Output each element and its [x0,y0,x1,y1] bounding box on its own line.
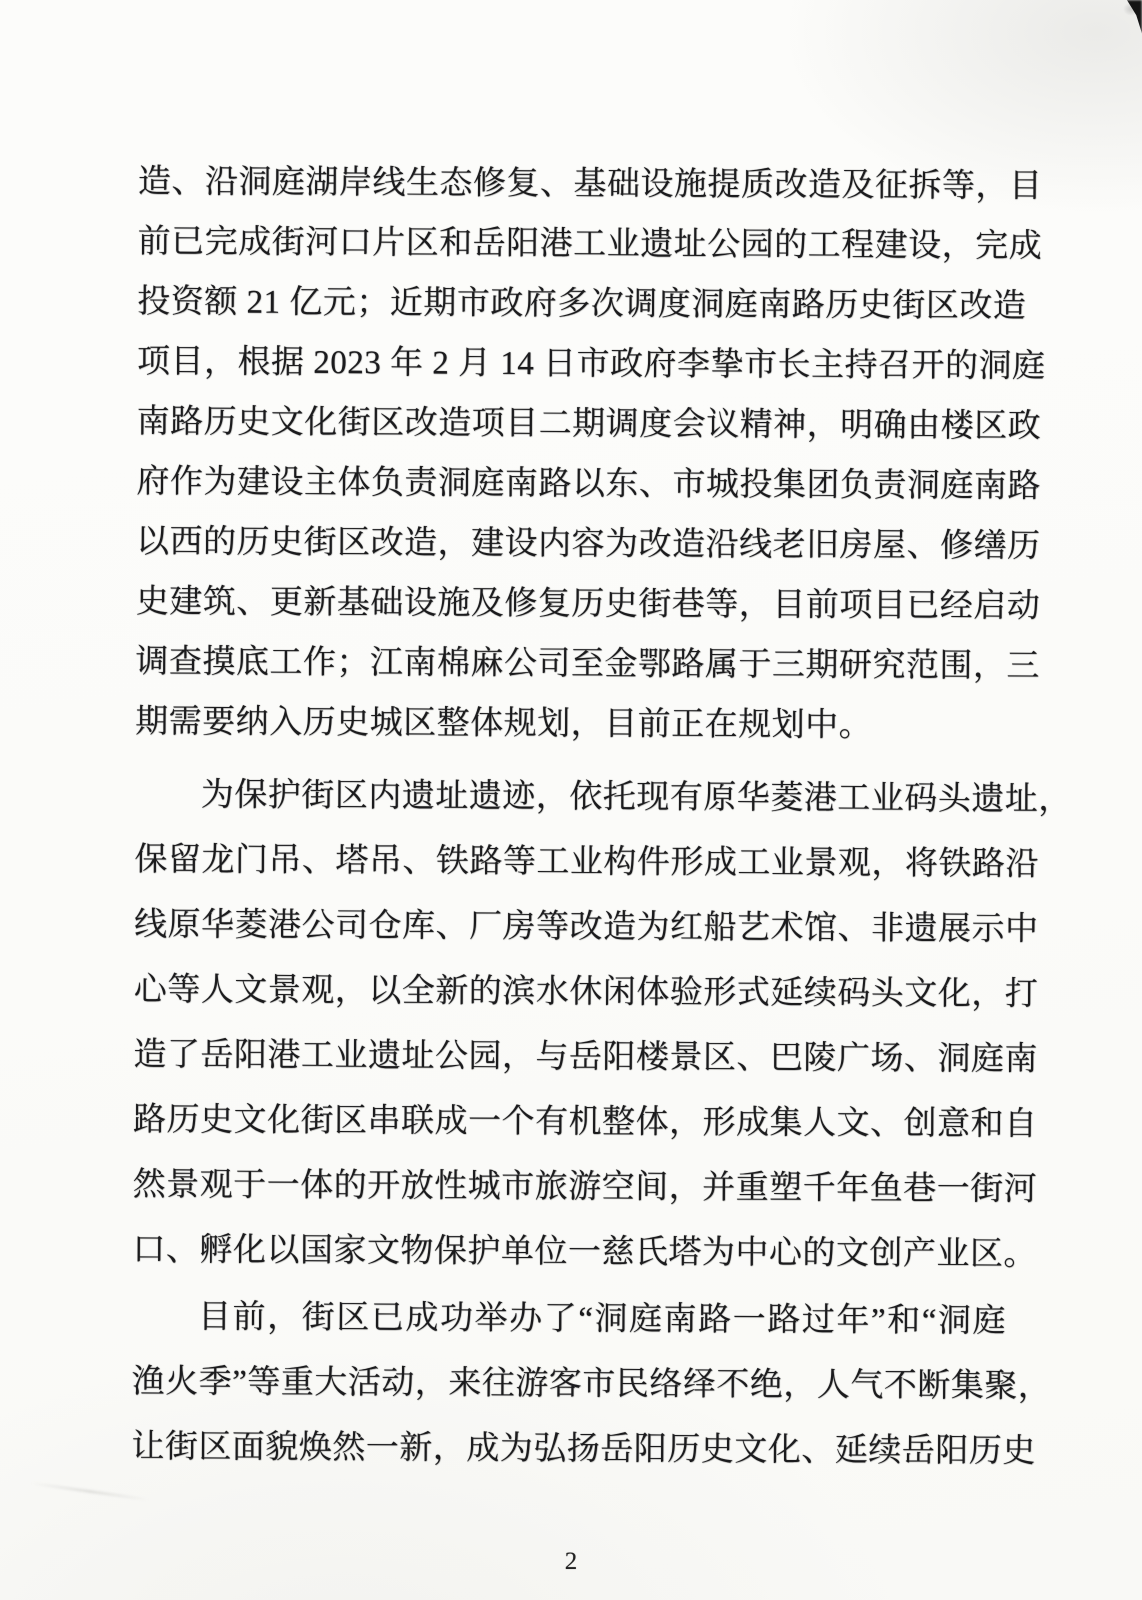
text-line: 前已完成街河口片区和岳阳港工业遗址公园的工程建设，完成 [137,223,1043,265]
text-line: 以西的历史街区改造，建设内容为改造沿线老旧房屋、修缮历 [136,523,1041,565]
text-line: 线原华菱港公司仓库、厂房等改造为红船艺术馆、非遗展示中 [134,906,1039,948]
text-line: 投资额 21 亿元；近期市政府多次调度洞庭南路历史街区改造 [137,283,1027,325]
text-line: 府作为建设主体负责洞庭南路以东、市城投集团负责洞庭南路 [136,463,1042,505]
text-line: 目前，街区已成功举办了“洞庭南路一路过年”和“洞庭 [197,1299,1007,1340]
page-number: 2 [564,1548,578,1575]
paragraph-continuation [135,152,1046,757]
text-line: 渔火季”等重大活动，来往游客市民络绎不绝，人气不断集聚， [131,1363,1052,1405]
text-line: 口、孵化以国家文物保护单位一慈氏塔为中心的文创产业区。 [132,1231,1037,1273]
text-line: 造了岳阳港工业遗址公园，与岳阳楼景区、巴陵广场、洞庭南 [133,1036,1039,1078]
text-line: 项目，根据 2023 年 2 月 14 日市政府李挚市长主持召开的洞庭 [136,343,1046,385]
text-line: 保留龙门吊、塔吊、铁路等工业构件形成工业景观，将铁路沿 [134,841,1040,883]
text-line: 心等人文景观，以全新的滨水休闲体验形式延续码头文化，打 [133,971,1039,1013]
text-line: 然景观于一体的开放性城市旅游空间，并重塑千年鱼巷一街河 [132,1166,1038,1208]
paragraph-district-events [131,1285,1052,1485]
document-body-text [131,0,1072,1600]
scan-shadow-smudge [1070,0,1142,90]
text-line: 路历史文化街区串联成一个有机整体，形成集人文、创意和自 [132,1101,1038,1143]
text-line: 让街区面貌焕然一新，成为弘扬岳阳历史文化、延续岳阳历史 [131,1428,1036,1470]
text-line: 为保护街区内遗址遗迹，依托现有原华菱港工业码头遗址， [200,777,1072,818]
text-line: 期需要纳入历史城区整体规划，目前正在规划中。 [135,703,873,744]
text-line: 南路历史文化街区改造项目二期调度会议精神，明确由楼区政 [136,403,1042,445]
text-line: 造、沿洞庭湖岸线生态修复、基础设施提质改造及征拆等，目 [137,164,1043,205]
text-line: 调查摸底工作；江南棉麻公司至金鄂路属于三期研究范围，三 [135,643,1041,685]
text-line: 史建筑、更新基础设施及修复历史街巷等，目前项目已经启动 [135,583,1041,625]
scan-corner-artifact [1116,0,1142,38]
paragraph-heritage-protection [132,763,1072,1288]
